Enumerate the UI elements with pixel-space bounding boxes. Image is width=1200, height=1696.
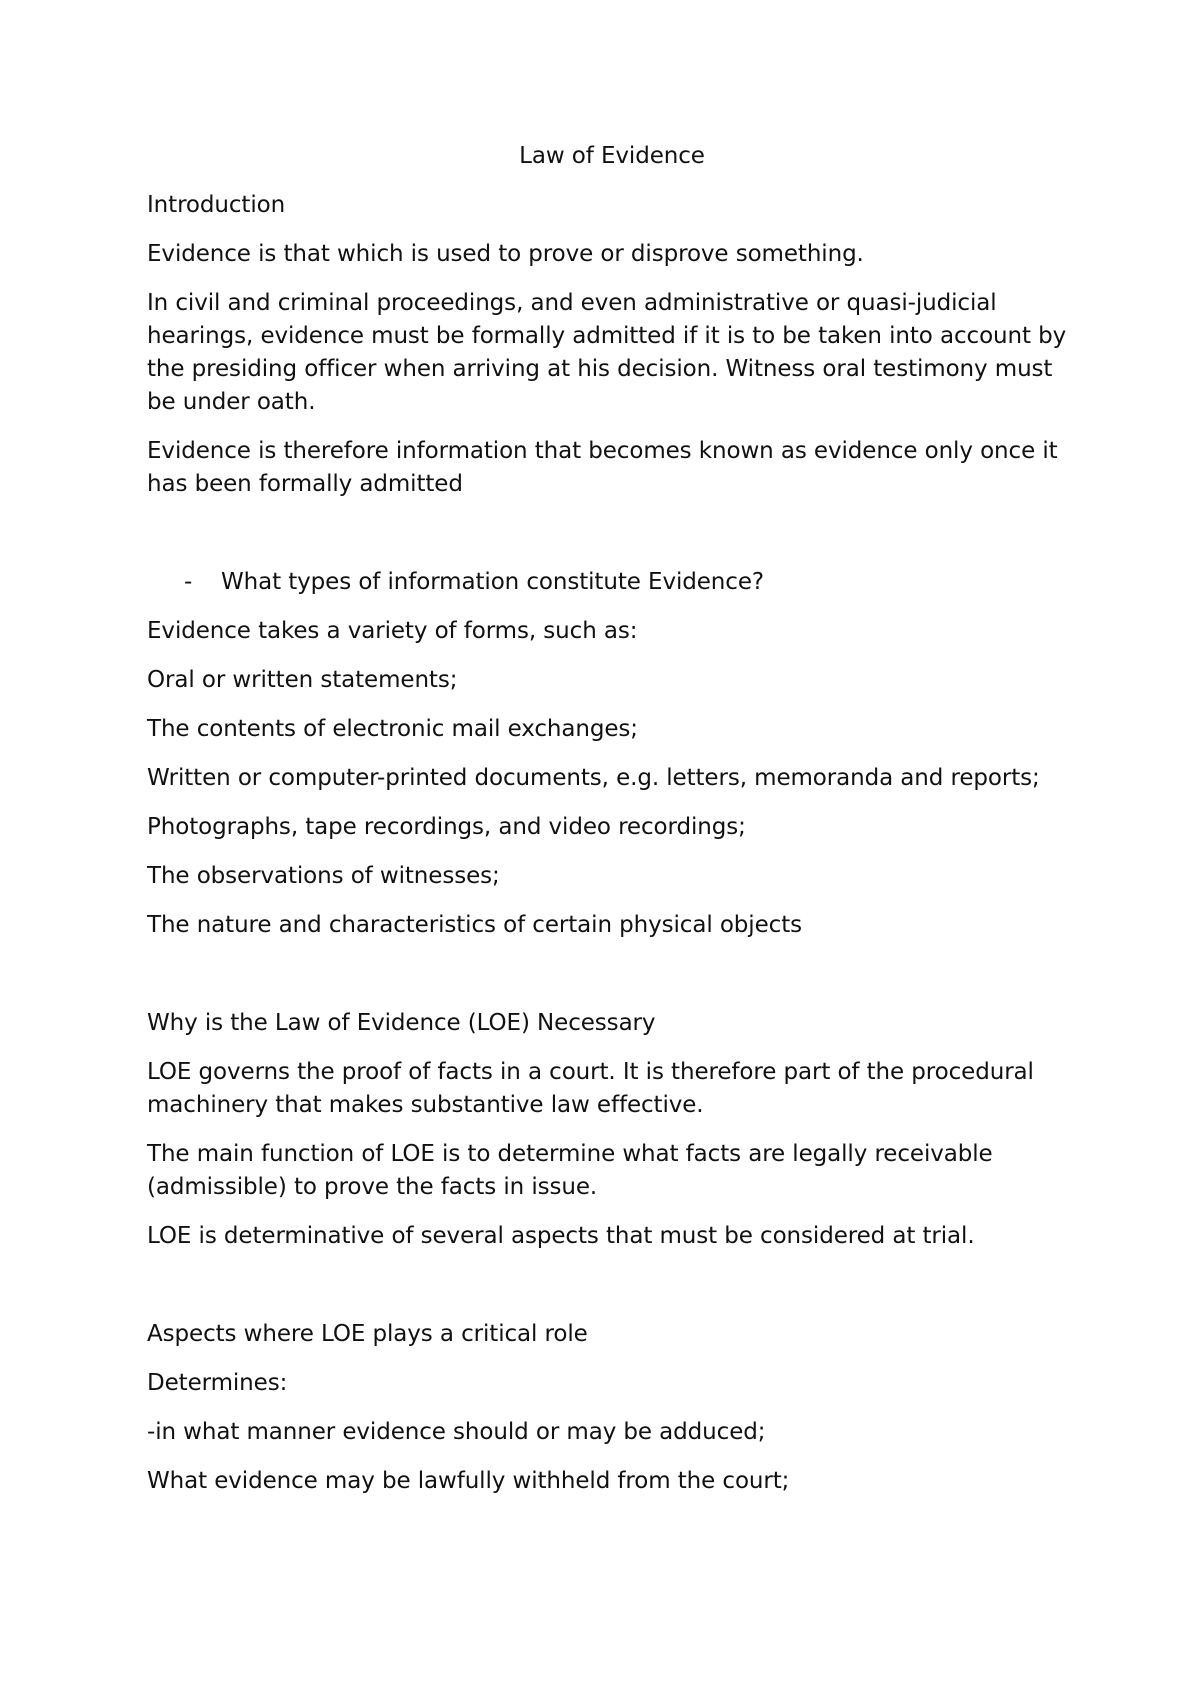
section-heading-aspects: Aspects where LOE plays a critical role bbox=[147, 1321, 588, 1347]
paragraph: Evidence takes a variety of forms, such as: bbox=[147, 618, 638, 644]
list-item: The observations of witnesses; bbox=[147, 863, 500, 889]
paragraph: LOE governs the proof of facts in a court. It is therefore part of the procedural machinery that makes substantive law effective. bbox=[147, 1059, 1034, 1118]
list-item: Oral or written statements; bbox=[147, 667, 458, 693]
determines-label: Determines: bbox=[147, 1370, 288, 1396]
document-body bbox=[147, 140, 1077, 1514]
spacer bbox=[147, 958, 1077, 1007]
document-title: Law of Evidence bbox=[519, 143, 705, 169]
bullet-marker: - bbox=[184, 569, 193, 595]
paragraph: The main function of LOE is to determine what facts are legally receivable (admissible) to prove the facts in issue. bbox=[147, 1141, 993, 1200]
list-item: The nature and characteristics of certain physical objects bbox=[147, 912, 802, 938]
paragraph: In civil and criminal proceedings, and even administrative or quasi-judicial hearings, evidence must be formally admitted if it is to be taken into account by the presiding officer when arriving at his decision. Witness oral testimony must be under oath. bbox=[147, 290, 1067, 415]
list-item: What evidence may be lawfully withheld from the court; bbox=[147, 1468, 790, 1494]
list-item: -in what manner evidence should or may be adduced; bbox=[147, 1419, 766, 1445]
list-item: The contents of electronic mail exchanges; bbox=[147, 716, 638, 742]
section-heading-why: Why is the Law of Evidence (LOE) Necessary bbox=[147, 1010, 656, 1036]
list-item: Photographs, tape recordings, and video recordings; bbox=[147, 814, 746, 840]
paragraph: Evidence is therefore information that becomes known as evidence only once it has been formally admitted bbox=[147, 438, 1058, 497]
spacer bbox=[147, 517, 1077, 566]
paragraph: LOE is determinative of several aspects that must be considered at trial. bbox=[147, 1223, 975, 1249]
bullet-text: What types of information constitute Evidence? bbox=[221, 569, 764, 595]
bullet-item bbox=[147, 566, 1077, 599]
paragraph: Evidence is that which is used to prove or disprove something. bbox=[147, 241, 864, 267]
list-item: Written or computer-printed documents, e.g. letters, memoranda and reports; bbox=[147, 765, 1040, 791]
section-heading-introduction: Introduction bbox=[147, 192, 286, 218]
spacer bbox=[147, 1269, 1077, 1318]
